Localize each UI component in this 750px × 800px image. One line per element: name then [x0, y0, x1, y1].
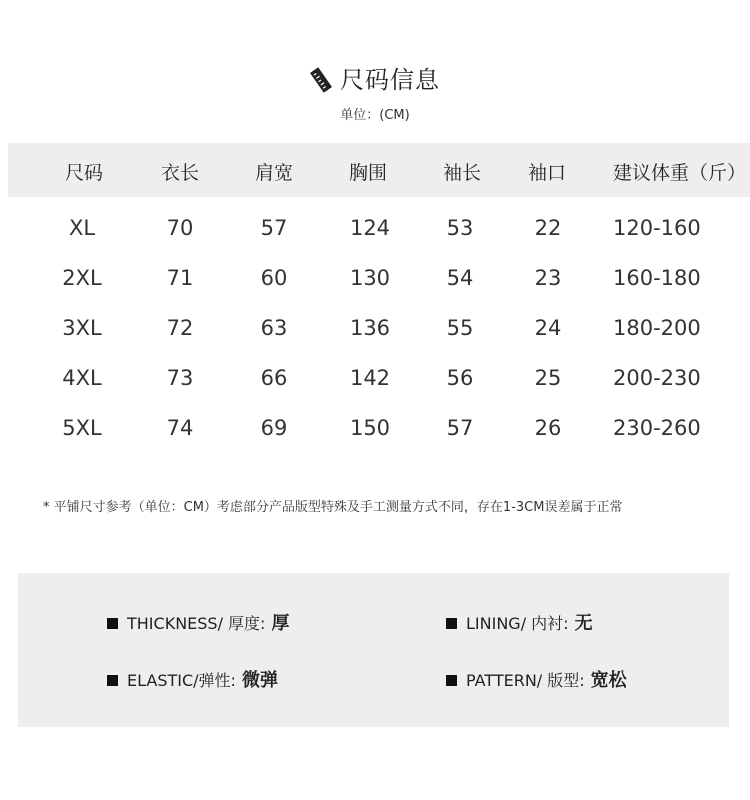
cell-size: XL: [68, 216, 96, 240]
title-text: 尺码信息: [340, 66, 440, 94]
cell-sleeve-length: 54: [446, 266, 474, 290]
spec-pattern-label: PATTERN/ 版型:: [466, 671, 585, 690]
spec-elastic-label: ELASTIC/弹性:: [127, 671, 236, 690]
square-bullet-icon: [107, 618, 118, 629]
spec-pattern: [446, 666, 627, 692]
spec-thickness-label: THICKNESS/ 厚度:: [127, 614, 266, 633]
header-sleeve-length: 袖长: [442, 162, 482, 184]
cell-chest: 142: [349, 366, 391, 390]
cell-chest: 136: [349, 316, 391, 340]
cell-length: 71: [166, 266, 194, 290]
cell-weight: 120-160: [613, 216, 701, 240]
table-row: [8, 255, 750, 305]
cell-sleeve-length: 53: [446, 216, 474, 240]
cell-sleeve-length: 57: [446, 416, 474, 440]
header-chest: 胸围: [348, 162, 388, 184]
cell-weight: 160-180: [613, 266, 701, 290]
cell-length: 74: [166, 416, 194, 440]
cell-cuff: 23: [534, 266, 562, 290]
square-bullet-icon: [446, 618, 457, 629]
cell-shoulder: 63: [260, 316, 288, 340]
spec-lining-label: LINING/ 内衬:: [466, 614, 569, 633]
cell-length: 72: [166, 316, 194, 340]
cell-shoulder: 60: [260, 266, 288, 290]
cell-size: 3XL: [62, 316, 102, 340]
cell-size: 2XL: [62, 266, 102, 290]
spec-thickness: [107, 609, 289, 635]
table-row: [8, 355, 750, 405]
table-header-row: [8, 143, 750, 197]
cell-chest: 130: [349, 266, 391, 290]
spec-panel: [18, 573, 729, 727]
cell-sleeve-length: 56: [446, 366, 474, 390]
table-row: [8, 305, 750, 355]
cell-weight: 230-260: [613, 416, 701, 440]
cell-sleeve-length: 55: [446, 316, 474, 340]
table-row: [8, 205, 750, 255]
measurement-note: * 平铺尺寸参考（单位：CM）考虑部分产品版型特殊及手工测量方式不同，存在1-3CM误差属于正常: [43, 500, 623, 515]
spec-lining: [446, 609, 593, 635]
cell-size: 5XL: [62, 416, 102, 440]
header-weight: 建议体重（斤）: [613, 162, 747, 184]
square-bullet-icon: [107, 675, 118, 686]
table-row: [8, 405, 750, 455]
spec-lining-value: 无: [574, 613, 593, 634]
ruler-icon: [310, 67, 332, 99]
size-table: [8, 143, 750, 455]
spec-elastic-value: 微弹: [241, 670, 278, 691]
cell-shoulder: 57: [260, 216, 288, 240]
cell-length: 70: [166, 216, 194, 240]
spec-elastic: [107, 666, 278, 692]
cell-cuff: 25: [534, 366, 562, 390]
page-title: [0, 60, 750, 99]
spec-thickness-value: 厚: [271, 613, 290, 634]
header-size: 尺码: [64, 162, 104, 184]
table-body: [8, 197, 750, 455]
cell-cuff: 24: [534, 316, 562, 340]
cell-chest: 124: [349, 216, 391, 240]
cell-shoulder: 69: [260, 416, 288, 440]
cell-shoulder: 66: [260, 366, 288, 390]
cell-cuff: 26: [534, 416, 562, 440]
cell-chest: 150: [349, 416, 391, 440]
cell-size: 4XL: [62, 366, 102, 390]
cell-weight: 200-230: [613, 366, 701, 390]
header-shoulder: 肩宽: [254, 162, 294, 184]
cell-cuff: 22: [534, 216, 562, 240]
spec-pattern-value: 宽松: [590, 670, 627, 691]
cell-weight: 180-200: [613, 316, 701, 340]
cell-length: 73: [166, 366, 194, 390]
header-cuff: 袖口: [527, 162, 567, 184]
header-length: 衣长: [160, 162, 200, 184]
square-bullet-icon: [446, 675, 457, 686]
unit-label: 单位：(CM): [340, 108, 410, 123]
